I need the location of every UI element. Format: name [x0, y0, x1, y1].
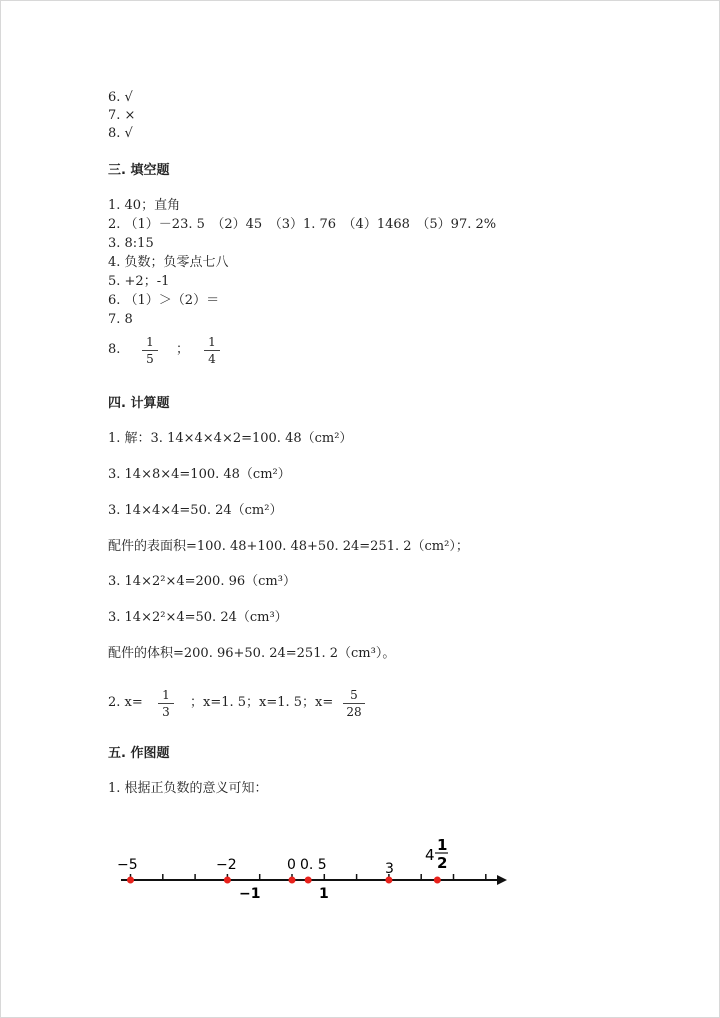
answer-line: 5. +2；-1 [108, 274, 170, 289]
fraction-denominator: 5 [146, 352, 154, 366]
calc-line: ；x=1. 5；x=1. 5；x= [190, 695, 334, 710]
section-title: 五. 作图题 [108, 746, 170, 761]
fraction-bar [204, 350, 220, 351]
calc-line: 配件的表面积=100. 48+100. 48+50. 24=251. 2（cm²）； [108, 539, 469, 554]
calc-line: 3. 14×8×4=100. 48（cm²） [108, 467, 291, 482]
answer-line: 7. × [108, 108, 136, 123]
nl-label-1: 1 [319, 886, 329, 902]
calc-line [108, 430, 352, 448]
answer-line: 8. √ [108, 126, 133, 141]
fraction-bar [343, 703, 365, 704]
nl-mixed-numerator: 1 [437, 836, 448, 854]
fraction [140, 335, 160, 366]
nl-label-neg5: −5 [117, 857, 138, 873]
fraction-numerator: 1 [162, 688, 170, 702]
answer-line: 2. （1）－23. 5 （2）45 （3）1. 76 （4）1468 （5）97. 2% [108, 217, 497, 232]
nl-label-neg1: −1 [239, 886, 261, 902]
answer-line: 4. 负数；负零点七八 [108, 255, 229, 270]
nl-label-3: 3 [385, 861, 394, 877]
calc-line: 3. 14×4×4=50. 24（cm²） [108, 503, 283, 518]
answer-line: 1. 根据正负数的意义可知： [108, 781, 268, 796]
separator: ； [176, 342, 190, 357]
answer-line: 8. [108, 342, 121, 357]
calc-line: 3. 14×2²×4=200. 96（cm³） [108, 574, 296, 589]
calc-line: 3. 14×2²×4=50. 24（cm³） [108, 610, 288, 625]
calc-text: 1. 解：3. 14×4×4×2=100. 48（cm²） [108, 431, 353, 446]
nl-label-0-5: 0. 5 [300, 857, 327, 873]
fraction-numerator: 5 [350, 688, 358, 702]
fraction [156, 688, 176, 719]
section-title: 三. 填空题 [108, 163, 170, 178]
fraction-denominator: 28 [346, 705, 362, 719]
fraction-denominator: 3 [162, 705, 170, 719]
nl-label-neg2: −2 [216, 857, 237, 873]
answer-line: 7. 8 [108, 312, 133, 327]
fraction-bar [142, 350, 158, 351]
fraction [341, 688, 367, 719]
answer-line: 6. √ [108, 90, 133, 105]
nl-mixed-whole: 4 [425, 846, 435, 864]
answer-line: 3. 8:15 [108, 236, 154, 251]
fraction-numerator: 1 [146, 335, 154, 349]
fraction-denominator: 4 [208, 352, 216, 366]
calc-line: 配件的体积=200. 96+50. 24=251. 2（cm³）。 [108, 646, 396, 661]
section-title: 四. 计算题 [108, 396, 170, 411]
fraction [202, 335, 222, 366]
nl-mixed-denominator: 2 [437, 854, 448, 872]
fraction-bar [158, 703, 174, 704]
calc-line: 2. x= [108, 695, 143, 710]
nl-label-0: 0 [287, 857, 296, 873]
answer-line: 1. 40；直角 [108, 198, 181, 213]
fraction-numerator: 1 [208, 335, 216, 349]
answer-line: 6. （1）＞（2）＝ [108, 293, 220, 308]
